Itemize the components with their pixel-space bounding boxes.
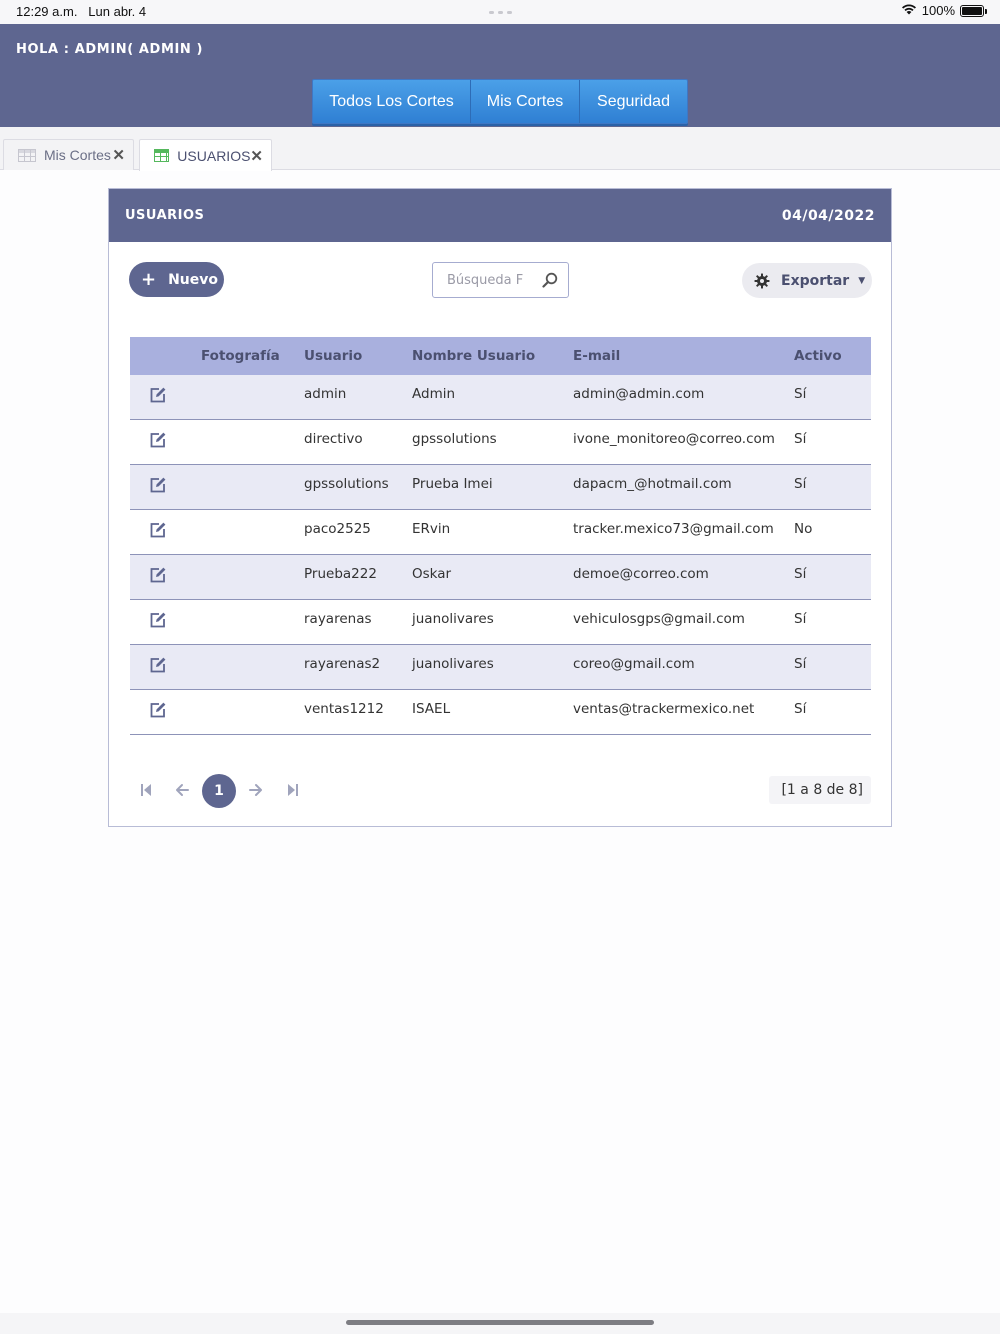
main-menu bbox=[312, 79, 688, 124]
greeting: HOLA : ADMIN( ADMIN ) bbox=[16, 42, 204, 57]
table-row[interactable] bbox=[130, 420, 871, 465]
last-page-icon[interactable] bbox=[285, 782, 301, 798]
col-fotografia[interactable]: Fotografía bbox=[201, 348, 280, 364]
panel-date: 04/04/2022 bbox=[781, 208, 875, 224]
table-row[interactable] bbox=[130, 645, 871, 690]
cell-activo: Sí bbox=[794, 566, 807, 582]
col-usuario[interactable]: Usuario bbox=[304, 348, 363, 364]
gear-icon bbox=[754, 273, 770, 289]
menu-seguridad[interactable]: Seguridad bbox=[597, 92, 670, 110]
caret-down-icon: ▼ bbox=[858, 275, 866, 286]
edit-icon[interactable] bbox=[149, 566, 167, 584]
cell-activo: Sí bbox=[794, 656, 807, 672]
panel-title: USUARIOS bbox=[125, 208, 205, 223]
cell-nombre: ERvin bbox=[412, 521, 451, 537]
tabs-bar bbox=[0, 127, 1000, 170]
cell-activo: Sí bbox=[794, 701, 807, 717]
table-row[interactable] bbox=[130, 690, 871, 735]
col-nombre-usuario[interactable]: Nombre Usuario bbox=[412, 348, 536, 364]
wifi-icon bbox=[901, 3, 917, 18]
search-icon[interactable] bbox=[542, 272, 558, 288]
date-text: Lun abr. 4 bbox=[88, 4, 147, 19]
tab-mis-cortes[interactable] bbox=[3, 139, 134, 170]
app-header bbox=[0, 24, 1000, 127]
cell-usuario: gpssolutions bbox=[304, 476, 389, 492]
edit-icon[interactable] bbox=[149, 656, 167, 674]
cell-usuario: ventas1212 bbox=[304, 701, 384, 717]
menu-todos-los-cortes[interactable]: Todos Los Cortes bbox=[313, 80, 471, 123]
cell-email: demoe@correo.com bbox=[573, 566, 709, 582]
table-row[interactable] bbox=[130, 375, 871, 420]
grid-tab-icon bbox=[18, 149, 36, 162]
first-page-icon[interactable] bbox=[138, 782, 154, 798]
table-row[interactable] bbox=[130, 600, 871, 645]
export-button[interactable] bbox=[742, 263, 872, 298]
edit-icon[interactable] bbox=[149, 386, 167, 404]
usuarios-panel bbox=[108, 188, 892, 827]
status-time bbox=[16, 4, 146, 19]
cell-nombre: Oskar bbox=[412, 566, 452, 582]
cell-activo: Sí bbox=[794, 476, 807, 492]
cell-usuario: directivo bbox=[304, 431, 363, 447]
prev-page-icon[interactable] bbox=[174, 782, 190, 798]
users-table bbox=[130, 337, 871, 735]
next-page-icon[interactable] bbox=[248, 782, 264, 798]
home-indicator[interactable] bbox=[346, 1320, 654, 1325]
search-input[interactable] bbox=[447, 273, 527, 288]
edit-icon[interactable] bbox=[149, 701, 167, 719]
plus-icon: + bbox=[141, 268, 157, 290]
table-row[interactable] bbox=[130, 555, 871, 600]
edit-icon[interactable] bbox=[149, 431, 167, 449]
cell-nombre: juanolivares bbox=[412, 656, 494, 672]
cell-usuario: Prueba222 bbox=[304, 566, 377, 582]
cell-email: ivone_monitoreo@correo.com bbox=[573, 431, 775, 447]
status-right bbox=[901, 3, 984, 18]
cell-nombre: juanolivares bbox=[412, 611, 494, 627]
cell-usuario: admin bbox=[304, 386, 347, 402]
cell-nombre: ISAEL bbox=[412, 701, 451, 717]
table-body bbox=[130, 375, 871, 735]
multitask-dots-icon[interactable] bbox=[489, 11, 512, 14]
tab-usuarios[interactable] bbox=[139, 139, 272, 171]
status-bar bbox=[0, 0, 1000, 24]
col-email[interactable]: E-mail bbox=[573, 348, 621, 364]
cell-usuario: rayarenas bbox=[304, 611, 372, 627]
edit-icon[interactable] bbox=[149, 611, 167, 629]
time-text: 12:29 a.m. bbox=[16, 4, 78, 19]
grid-tab-icon bbox=[154, 149, 169, 162]
cell-activo: Sí bbox=[794, 611, 807, 627]
tab-label: Mis Cortes bbox=[44, 147, 111, 163]
pager-summary: [1 a 8 de 8] bbox=[769, 776, 871, 804]
cell-usuario: paco2525 bbox=[304, 521, 371, 537]
cell-email: admin@admin.com bbox=[573, 386, 705, 402]
cell-activo: Sí bbox=[794, 386, 807, 402]
new-user-button[interactable] bbox=[129, 262, 224, 297]
close-icon[interactable]: ✕ bbox=[112, 147, 125, 164]
cell-usuario: rayarenas2 bbox=[304, 656, 381, 672]
table-row[interactable] bbox=[130, 465, 871, 510]
cell-email: ventas@trackermexico.net bbox=[573, 701, 755, 717]
cell-activo: Sí bbox=[794, 431, 807, 447]
edit-icon[interactable] bbox=[149, 476, 167, 494]
panel-header bbox=[109, 189, 891, 242]
battery-percent: 100% bbox=[921, 3, 955, 18]
cell-email: coreo@gmail.com bbox=[573, 656, 695, 672]
cell-email: dapacm_@hotmail.com bbox=[573, 476, 732, 492]
current-page[interactable]: 1 bbox=[202, 774, 236, 808]
edit-icon[interactable] bbox=[149, 521, 167, 539]
col-activo[interactable]: Activo bbox=[794, 348, 842, 364]
cell-email: vehiculosgps@gmail.com bbox=[573, 611, 745, 627]
search-box[interactable] bbox=[432, 262, 569, 298]
menu-mis-cortes[interactable]: Mis Cortes bbox=[471, 80, 580, 123]
cell-nombre: gpssolutions bbox=[412, 431, 497, 447]
table-header bbox=[130, 337, 871, 375]
battery-icon bbox=[960, 5, 984, 17]
cell-nombre: Admin bbox=[412, 386, 456, 402]
cell-email: tracker.mexico73@gmail.com bbox=[573, 521, 774, 537]
pager bbox=[130, 773, 871, 807]
export-button-label: Exportar bbox=[781, 272, 850, 289]
tab-label: USUARIOS bbox=[177, 147, 251, 164]
new-button-label: Nuevo bbox=[168, 271, 219, 288]
cell-activo: No bbox=[794, 521, 813, 537]
table-row[interactable] bbox=[130, 510, 871, 555]
close-icon[interactable]: ✕ bbox=[250, 147, 263, 165]
cell-nombre: Prueba Imei bbox=[412, 476, 493, 492]
